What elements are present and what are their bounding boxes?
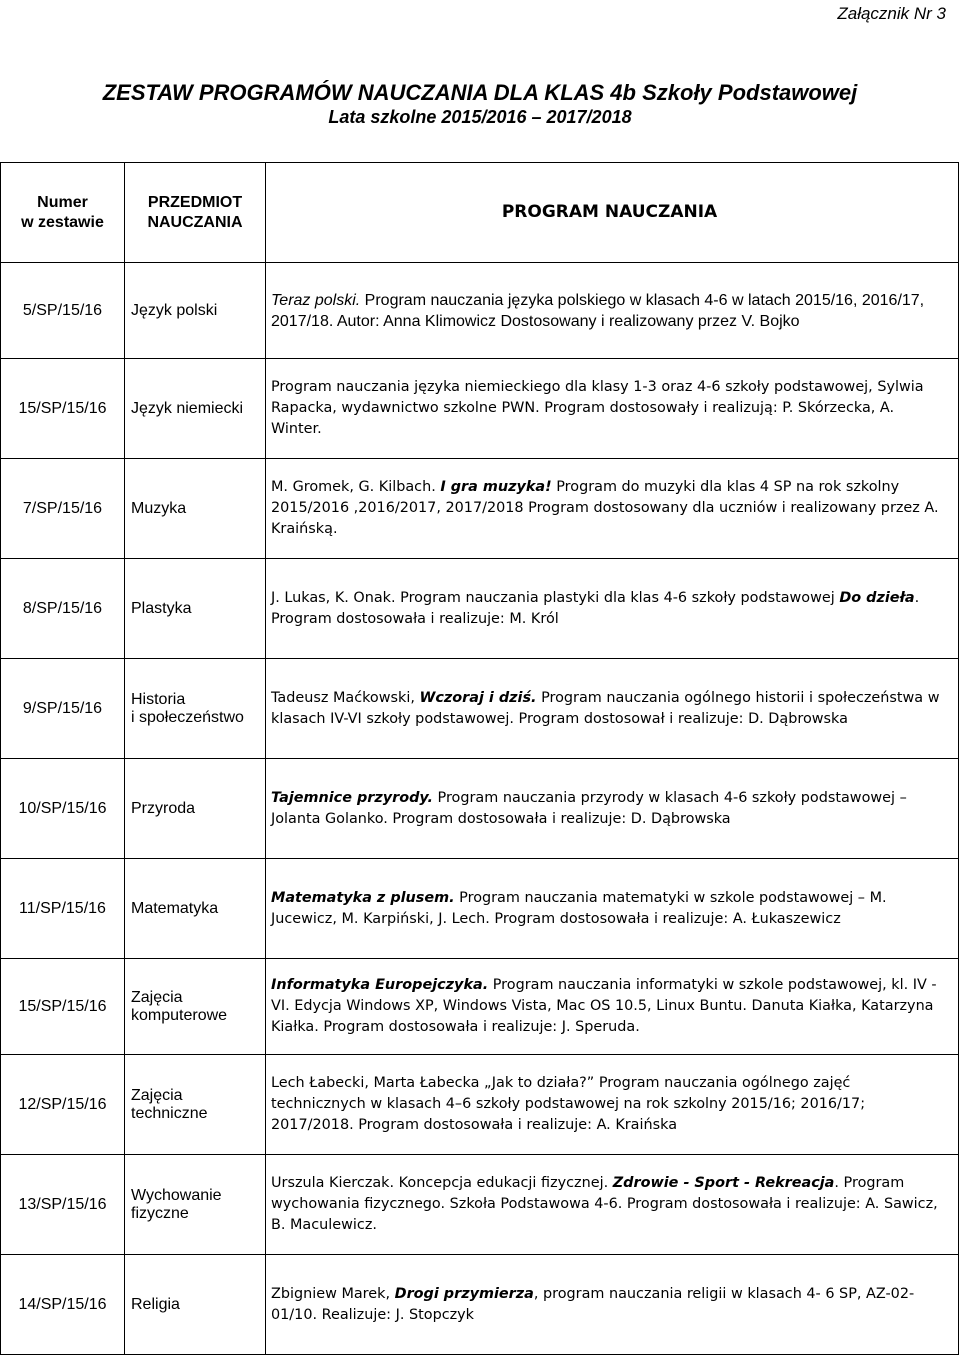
program-table	[0, 162, 959, 1355]
subject-line1: Zajęcia	[131, 1086, 183, 1104]
row-number: 9/SP/15/16	[1, 659, 125, 759]
header-number	[1, 163, 125, 263]
row-program	[266, 659, 959, 759]
row-subject	[125, 659, 266, 759]
program-pre: M. Gromek, G. Kilbach.	[271, 479, 441, 495]
table-row	[1, 1155, 959, 1255]
row-number: 15/SP/15/16	[1, 359, 125, 459]
program-pre: Tadeusz Maćkowski,	[271, 689, 420, 706]
program-title: I gra muzyka!	[440, 479, 552, 495]
program-title: Drogi przymierza	[394, 1285, 534, 1302]
program-title: Informatyka Europejczyka.	[271, 977, 489, 993]
row-program	[266, 359, 959, 459]
header-number-line1: Numer	[37, 193, 88, 211]
document-title: ZESTAW PROGRAMÓW NAUCZANIA DLA KLAS 4b Szkoły Podstawowej	[102, 80, 858, 105]
row-number: 12/SP/15/16	[1, 1055, 125, 1155]
header-number-line2: w zestawie	[21, 213, 104, 231]
program-title: Tajemnice przyrody.	[271, 789, 433, 806]
row-program	[266, 263, 959, 359]
row-subject: Język polski	[125, 263, 266, 359]
program-text: , program nauczania religii w klasach 4- 6 SP, AZ-02-01/10. Realizuje: J. Stopczyk	[271, 1285, 915, 1323]
row-subject: Muzyka	[125, 459, 266, 559]
program-text: Program nauczania informatyki w szkole podstawowej, kl. IV - VI. Edycja Windows XP, Windows Vista, Mac OS 10.5, Linux Buntu. Danuta Kiałka, Katarzyna Kiałka. Program dostosowała i realizuje: J. Speruda.	[271, 977, 937, 1035]
program-title: Wczoraj i dziś.	[419, 689, 537, 706]
row-number: 7/SP/15/16	[1, 459, 125, 559]
program-title: Do dzieła	[839, 589, 915, 606]
program-title: Matematyka z plusem.	[271, 889, 455, 906]
subject-line2: fizyczne	[131, 1204, 189, 1222]
row-number: 5/SP/15/16	[1, 263, 125, 359]
row-program	[266, 459, 959, 559]
row-program	[266, 1155, 959, 1255]
table-row	[1, 1255, 959, 1355]
subject-line1: Wychowanie	[131, 1186, 222, 1204]
row-program	[266, 759, 959, 859]
table-header-row	[1, 163, 959, 263]
row-subject	[125, 959, 266, 1055]
header-program: PROGRAM NAUCZANIA	[266, 163, 959, 263]
row-subject: Język niemiecki	[125, 359, 266, 459]
program-text: Program nauczania ogólnego historii i społeczeństwa w klasach IV-VI szkoły podstawowej. Program dostosował i realizuje: D. Dąbrowska	[271, 689, 940, 727]
program-text: Program nauczania języka polskiego w klasach 4-6 w latach 2015/16, 2016/17, 2017/18. Autor: Anna Klimowicz Dostosowany i realizowany przez V. Bojko	[271, 291, 925, 330]
row-number: 13/SP/15/16	[1, 1155, 125, 1255]
table-row	[1, 263, 959, 359]
annex-label: Załącznik Nr 3	[837, 4, 946, 23]
row-program	[266, 559, 959, 659]
program-pre: Zbigniew Marek,	[271, 1285, 395, 1302]
row-number: 14/SP/15/16	[1, 1255, 125, 1355]
program-text: Program nauczania języka niemieckiego dla klasy 1-3 oraz 4-6 szkoły podstawowej, Sylwia Rapacka, wydawnictwo szkolne PWN. Program dostosowały i realizują: P. Skórzecka, A. Winter.	[271, 379, 924, 437]
row-number: 11/SP/15/16	[1, 859, 125, 959]
table-row	[1, 359, 959, 459]
row-program	[266, 959, 959, 1055]
row-program	[266, 1255, 959, 1355]
row-subject: Przyroda	[125, 759, 266, 859]
program-text: Program nauczania matematyki w szkole podstawowej – M. Jucewicz, M. Karpiński, J. Lech. Program dostosowała i realizuje: A. Łukaszewicz	[271, 889, 887, 927]
subject-line1: Zajęcia	[131, 988, 183, 1006]
program-text: . Program wychowania fizycznego. Szkoła Podstawowa 4-6. Program dostosowała i realizuje: A. Sawicz, B. Maculewicz.	[271, 1175, 938, 1233]
header-subject	[125, 163, 266, 263]
subject-line1: Historia	[131, 690, 186, 708]
subject-line2: komputerowe	[131, 1006, 228, 1024]
row-subject	[125, 1155, 266, 1255]
row-subject: Religia	[125, 1255, 266, 1355]
program-text: . Program dostosowała i realizuje: M. Król	[271, 589, 920, 627]
program-title: Zdrowie - Sport - Rekreacja	[612, 1175, 835, 1191]
program-pre: Urszula Kierczak. Koncepcja edukacji fizycznej.	[271, 1175, 613, 1191]
program-pre: J. Lukas, K. Onak. Program nauczania plastyki dla klas 4-6 szkoły podstawowej	[271, 589, 840, 606]
subject-line2: techniczne	[131, 1104, 208, 1122]
table-row	[1, 759, 959, 859]
row-number: 15/SP/15/16	[1, 959, 125, 1055]
subject-line2: i społeczeństwo	[131, 708, 244, 726]
table-row	[1, 659, 959, 759]
row-subject	[125, 1055, 266, 1155]
table-row	[1, 1055, 959, 1155]
row-number: 10/SP/15/16	[1, 759, 125, 859]
row-subject: Matematyka	[125, 859, 266, 959]
row-program	[266, 1055, 959, 1155]
table-row	[1, 859, 959, 959]
row-number: 8/SP/15/16	[1, 559, 125, 659]
row-subject: Plastyka	[125, 559, 266, 659]
program-text: Lech Łabecki, Marta Łabecka „Jak to działa?” Program nauczania ogólnego zajęć technicznych w klasach 4–6 szkoły podstawowej na rok szkolny 2015/16; 2016/17; 2017/2018. Program dostosowała i realizuje: A. Kraińska	[271, 1075, 866, 1133]
document-subtitle: Lata szkolne 2015/2016 – 2017/2018	[328, 107, 632, 127]
program-text: Program nauczania przyrody w klasach 4-6 szkoły podstawowej – Jolanta Golanko. Program dostosowała i realizuje: D. Dąbrowska	[271, 789, 907, 827]
header-subject-line2: NAUCZANIA	[147, 213, 243, 231]
table-row	[1, 559, 959, 659]
program-text: Program do muzyki dla klas 4 SP na rok szkolny 2015/2016 ,2016/2017, 2017/2018 Program dostosowany dla uczniów i realizowany przez A. Kraińską.	[271, 479, 939, 537]
program-title: Teraz polski.	[271, 291, 361, 309]
table-row	[1, 459, 959, 559]
row-program	[266, 859, 959, 959]
table-row	[1, 959, 959, 1055]
header-subject-line1: PRZEDMIOT	[147, 193, 243, 211]
